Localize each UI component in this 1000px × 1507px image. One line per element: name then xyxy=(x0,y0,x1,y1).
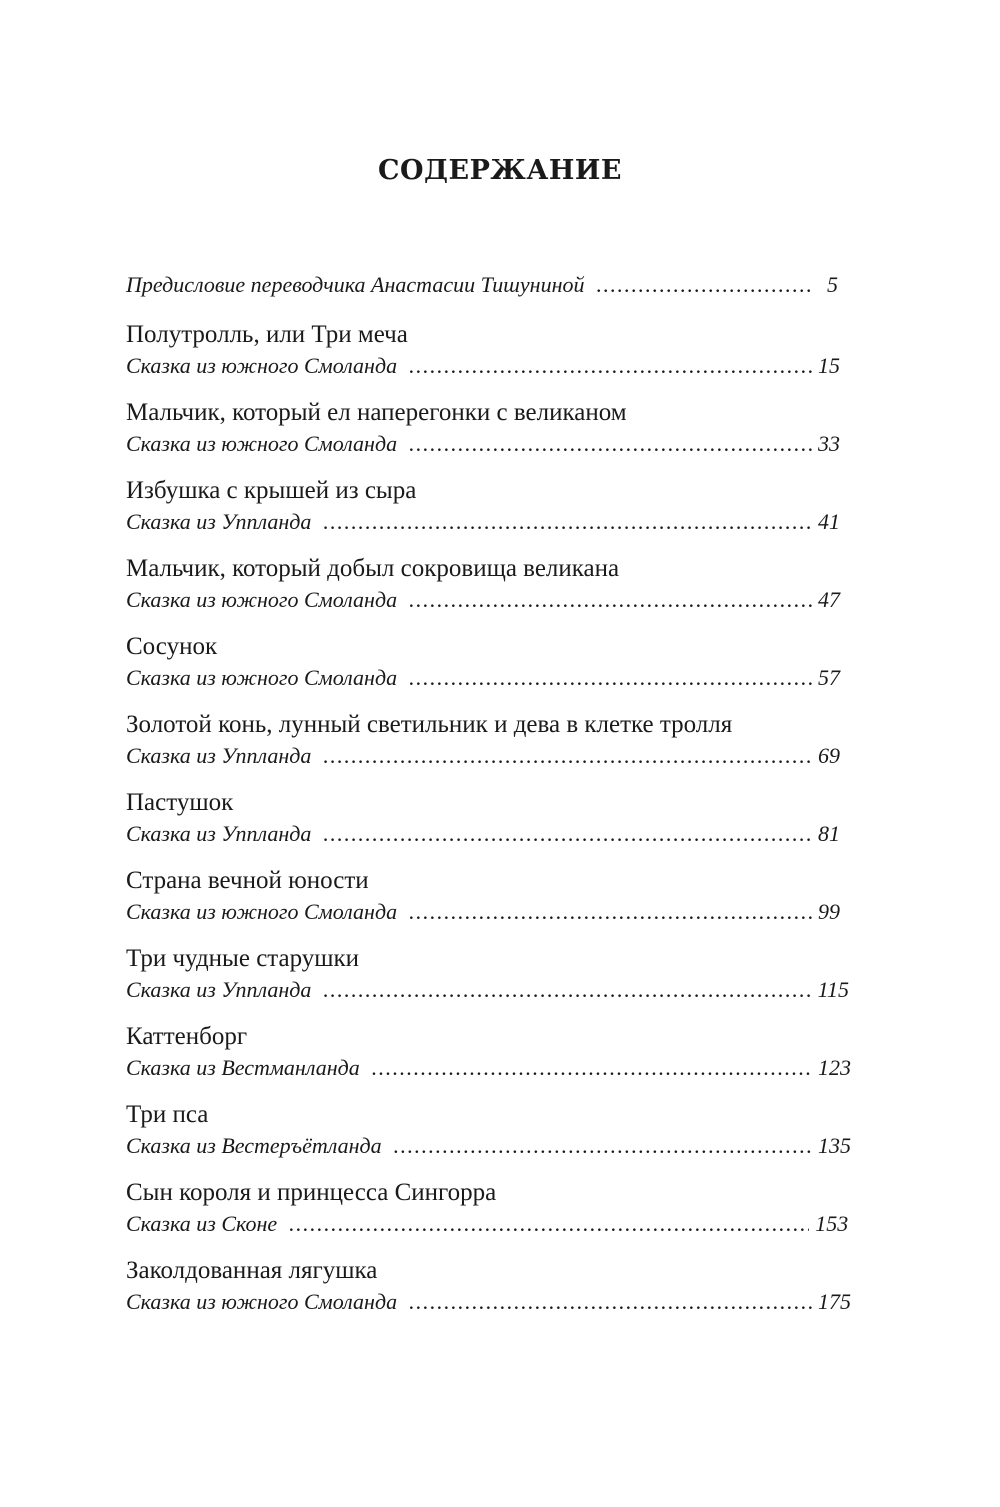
tale-title: Золотой конь, лунный светильник и дева в клетке тролля xyxy=(126,711,733,738)
tale-source: Сказка из южного Смоланда xyxy=(126,353,398,378)
tale-source-row xyxy=(126,1209,849,1239)
tale-source: Сказка из Уппланда xyxy=(126,509,312,534)
dot-leader xyxy=(409,663,812,693)
dot-leader xyxy=(323,819,812,849)
page-number: 41 xyxy=(818,509,840,534)
tale-title: Избушка с крышей из сыра xyxy=(126,477,417,504)
tale-source: Сказка из Вестеръётланда xyxy=(126,1133,382,1158)
toc-entry xyxy=(126,1177,849,1239)
page-number: 5 xyxy=(827,272,838,297)
page-number: 33 xyxy=(818,431,840,456)
tale-source-row xyxy=(126,1287,851,1317)
preface-label: Предисловие переводчика Анастасии Тишуниной xyxy=(126,272,585,297)
tale-source: Сказка из южного Смоланда xyxy=(126,1289,398,1314)
tale-source: Сказка из Уппланда xyxy=(126,743,312,768)
page-number: 99 xyxy=(818,899,840,924)
tale-source-row xyxy=(126,429,838,459)
tale-title: Каттенборг xyxy=(126,1023,248,1050)
tale-source: Сказка из южного Смоланда xyxy=(126,665,398,690)
dot-leader xyxy=(323,975,811,1005)
tale-source: Сказка из Сконе xyxy=(126,1211,278,1236)
toc-entry xyxy=(126,943,850,1005)
tale-title: Три пса xyxy=(126,1101,209,1128)
tale-source-row xyxy=(126,1053,851,1083)
toc-entry xyxy=(126,709,838,771)
tale-title: Пастушок xyxy=(126,789,234,816)
toc-entry xyxy=(126,1255,851,1317)
tale-source-row xyxy=(126,819,838,849)
tale-source: Сказка из Уппланда xyxy=(126,821,312,846)
dot-leader xyxy=(409,585,812,615)
tale-title: Сосунок xyxy=(126,633,218,660)
dot-leader xyxy=(409,429,812,459)
tale-title: Полутролль, или Три меча xyxy=(126,321,408,348)
tale-source-row xyxy=(126,741,838,771)
tale-source-row xyxy=(126,507,838,537)
page-number: 15 xyxy=(818,353,840,378)
page-number: 175 xyxy=(818,1289,851,1314)
toc-entry xyxy=(126,1021,851,1083)
page-number: 153 xyxy=(815,1211,849,1236)
dot-leader xyxy=(372,1053,812,1083)
tale-title: Мальчик, который ел наперегонки с великаном xyxy=(126,399,627,426)
tale-source-row xyxy=(126,663,838,693)
page-number: 47 xyxy=(818,587,840,612)
toc-entry xyxy=(126,553,838,615)
tale-source: Сказка из южного Смоланда xyxy=(126,899,398,924)
toc-preface xyxy=(126,270,838,300)
dot-leader xyxy=(409,351,812,381)
toc-entry xyxy=(126,319,838,381)
toc-entry xyxy=(126,397,838,459)
dot-leader xyxy=(597,270,813,300)
toc-entry xyxy=(126,787,838,849)
tale-source-row xyxy=(126,897,838,927)
toc-entry xyxy=(126,865,838,927)
tale-source-row xyxy=(126,585,838,615)
toc-entry xyxy=(126,631,838,693)
tale-title: Мальчик, который добыл сокровища великана xyxy=(126,555,620,582)
table-of-contents xyxy=(126,270,851,1333)
dot-leader xyxy=(409,1287,812,1317)
tale-source: Сказка из южного Смоланда xyxy=(126,587,398,612)
page-number: 123 xyxy=(818,1055,851,1080)
tale-source: Сказка из южного Смоланда xyxy=(126,431,398,456)
page-number: 57 xyxy=(818,665,840,690)
tale-title: Сын короля и принцесса Сингорра xyxy=(126,1179,497,1206)
tale-title: Три чудные старушки xyxy=(126,945,360,972)
page-number: 115 xyxy=(817,977,850,1002)
page-number: 135 xyxy=(818,1133,851,1158)
dot-leader xyxy=(394,1131,812,1161)
tale-title: Страна вечной юности xyxy=(126,867,369,894)
tale-title: Заколдованная лягушка xyxy=(126,1257,378,1284)
dot-leader xyxy=(289,1209,809,1239)
toc-entry xyxy=(126,1099,851,1161)
tale-source-row xyxy=(126,975,850,1005)
tale-source: Сказка из Вестманланда xyxy=(126,1055,360,1080)
page-number: 81 xyxy=(818,821,840,846)
dot-leader xyxy=(409,897,812,927)
tale-source: Сказка из Уппланда xyxy=(126,977,312,1002)
dot-leader xyxy=(323,507,812,537)
page-title: СОДЕРЖАНИЕ xyxy=(378,155,622,186)
tale-source-row xyxy=(126,1131,851,1161)
tale-source-row xyxy=(126,351,838,381)
page-number: 69 xyxy=(818,743,840,768)
toc-entry xyxy=(126,475,838,537)
dot-leader xyxy=(323,741,812,771)
